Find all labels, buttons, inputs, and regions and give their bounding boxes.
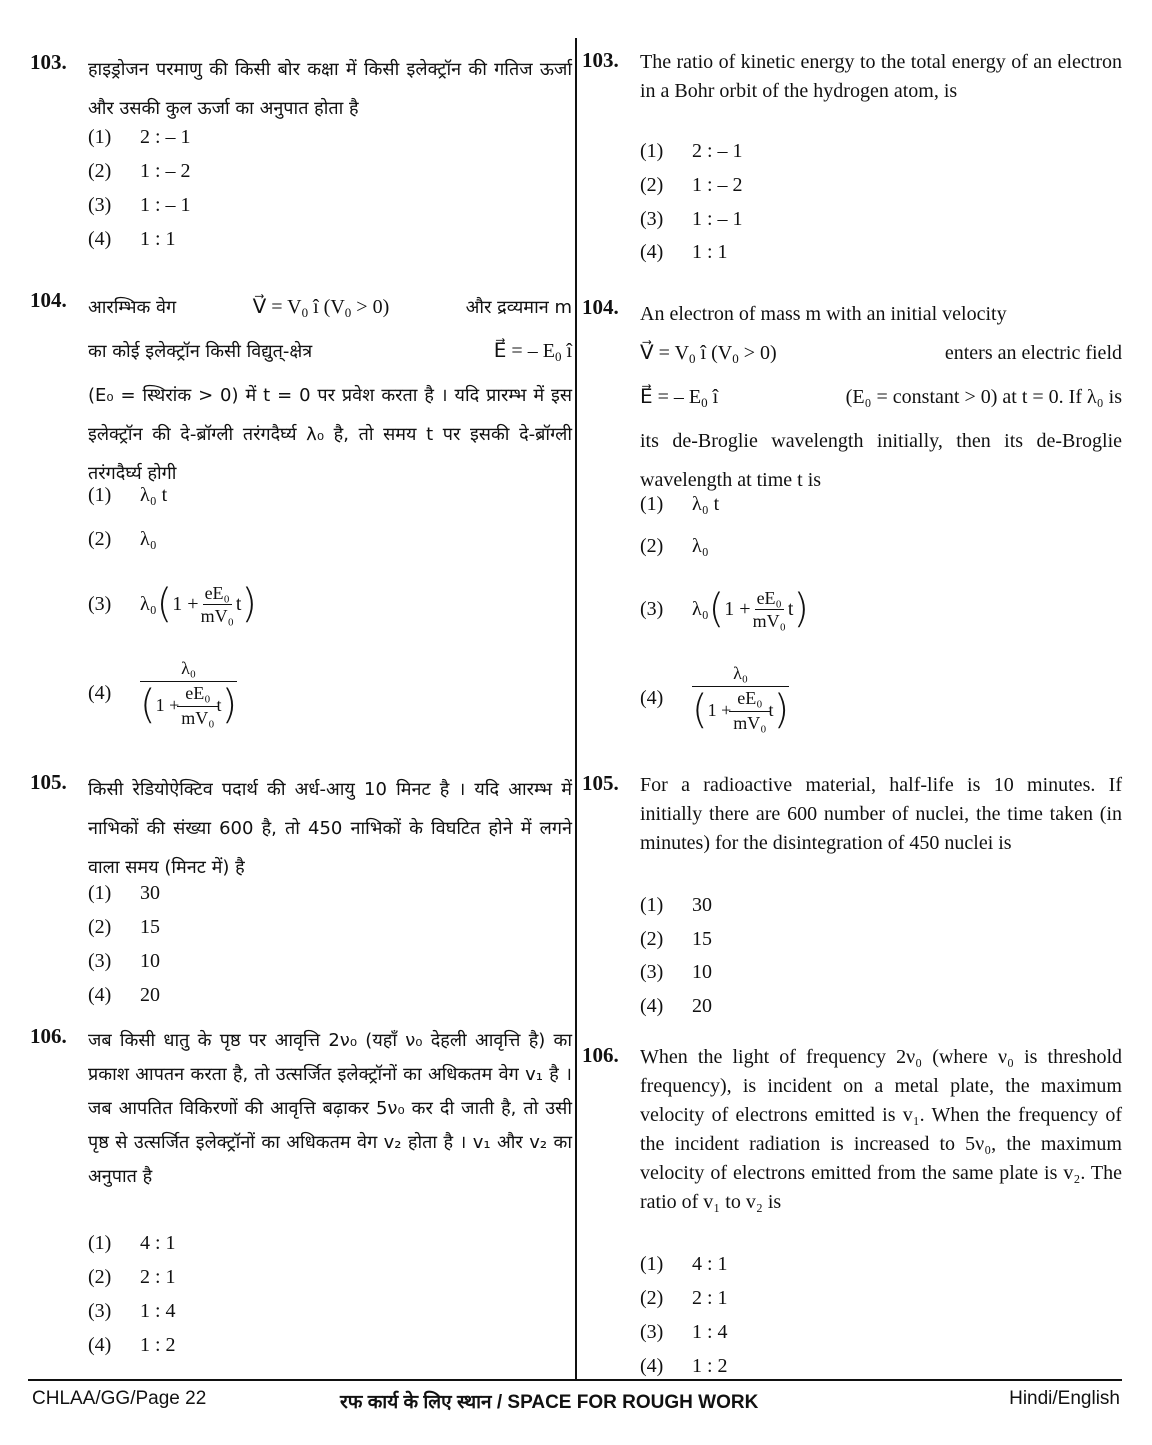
option-4: (4) 1 : 1: [640, 241, 728, 263]
option-1: (1) 30: [88, 882, 160, 904]
option-3: (3) 1 : – 1: [88, 194, 191, 216]
field-expression: E⃗ = – $E_0$ î: [493, 340, 572, 364]
question-number: 103.: [30, 50, 67, 74]
option-4: (4) λ₀ ( 1 + $\frac{\text{eE₀}}{\text{mV₀}}$ t ): [88, 657, 238, 728]
option-3: (3) 10: [88, 950, 160, 972]
option-1: (1) λ₀ t: [640, 493, 720, 515]
question-text: The ratio of kinetic energy to the total energy of an electron in a Bohr orbit of the hydrogen atom, is: [640, 51, 1122, 102]
option-3: (3) λ₀ ( 1 + $\frac{\text{eE₀}}{\text{mV₀}}$ t ): [88, 581, 258, 627]
rough-work-label: रफ कार्य के लिए स्थान / SPACE FOR ROUGH WORK: [340, 1392, 759, 1413]
question-number: 105.: [30, 770, 67, 794]
question-text: For a radioactive material, half-life is 10 minutes. If initially there are 600 number of nuclei, the time taken (in minutes) for the disintegration of 450 nuclei is: [640, 774, 1122, 854]
option-2: (2) 1 : – 2: [88, 160, 191, 182]
option-2: (2) λ₀: [88, 528, 157, 550]
question-number: 106.: [30, 1024, 67, 1048]
question-text: किसी रेडियोऐक्टिव पदार्थ की अर्ध-आयु 10 मिनट है । यदि आरम्भ में नाभिकों की संख्या 600 है, तो 450 नाभिकों के विघटित होने में लगने वाला समय (मिनट में) है: [88, 779, 572, 878]
question-text: An electron of mass m with an initial velocity V⃗ = $V_0$ î $(V_0 > 0)$ enters an electric field E⃗ = – $E_0$ î (E₀ = constant > 0) at t = 0. If λ₀ is its de-Broglie wavelength initially, then its de-Broglie wavelength at time t is: [640, 303, 1122, 491]
option-3: (3) λ₀ ( 1 + $\frac{\text{eE₀}}{\text{mV₀}}$ t ): [640, 586, 810, 632]
fraction: λ₀ ( 1 + $\frac{\text{eE₀}}{\text{mV₀}}$ t ): [692, 662, 790, 733]
option-2: (2) 2 : 1: [88, 1266, 176, 1288]
page-code: CHLAA/GG/Page 22: [32, 1388, 207, 1409]
option-4: (4) 1 : 2: [640, 1355, 728, 1377]
question-text: आरम्भिक वेग V⃗ = $V_0$ î $(V_0 > 0)$ और द्रव्यमान m का कोई इलेक्ट्रॉन किसी विद्युत्-क्षेत्र E⃗ = – $E_0$ î (E₀ = स्थिरांक > 0) में t = 0 पर प्रवेश करता है । यदि प्रारम्भ में इस इलेक्ट्रॉन की दे-ब्रॉग्ली तरंगदैर्घ्य λ₀ है, तो समय t पर इसकी दे-ब्रॉग्ली तरंगदैर्घ्य होगी: [88, 288, 572, 493]
option-3: (3) 1 : – 1: [640, 208, 743, 230]
option-4: (4) λ₀ ( 1 + $\frac{\text{eE₀}}{\text{mV₀}}$ t ): [640, 662, 790, 733]
question-number: 104.: [582, 295, 619, 319]
option-3: (3) 1 : 4: [88, 1300, 176, 1322]
language-label: Hindi/English: [1009, 1388, 1120, 1409]
question-text: हाइड्रोजन परमाणु की किसी बोर कक्षा में किसी इलेक्ट्रॉन की गतिज ऊर्जा और उसकी कुल ऊर्जा का अनुपात होता है: [88, 59, 572, 119]
question-text: जब किसी धातु के पृष्ठ पर आवृत्ति 2ν₀ (यहाँ ν₀ देहली आवृत्ति है) का प्रकाश आपतन करता है, तो उत्सर्जित इलेक्ट्रॉनों का अधिकतम वेग v₁ है । जब आपतित विकिरणों की आवृत्ति बढ़ाकर 5ν₀ कर दी जाती है, तो उसी पृष्ठ से उत्सर्जित इलेक्ट्रॉनों का अधिकतम वेग v₂ होता है । v₁ और v₂ का अनुपात है: [88, 1030, 572, 1187]
option-1: (1) 30: [640, 894, 712, 916]
velocity-expression: V⃗ = $V_0$ î $(V_0 > 0)$: [252, 296, 390, 320]
option-2: (2) 15: [640, 928, 712, 950]
question-text: When the light of frequency 2ν₀ (where ν₀ is threshold frequency), is incident on a metal plate, the maximum velocity of electrons emitted is v₁. When the frequency of the incident radiation is increased to 5ν₀, the maximum velocity of electrons emitted from the same plate is v₂. The ratio of v₁ to v₂ is: [640, 1046, 1122, 1213]
option-3: (3) 1 : 4: [640, 1321, 728, 1343]
option-4: (4) 1 : 1: [88, 228, 176, 250]
option-1: (1) 2 : – 1: [88, 126, 191, 148]
velocity-expression: V⃗ = $V_0$ î $(V_0 > 0)$: [640, 342, 777, 366]
option-1: (1) 2 : – 1: [640, 140, 743, 162]
question-number: 105.: [582, 771, 619, 795]
option-1: (1) λ₀ t: [88, 484, 168, 506]
option-2: (2) 1 : – 2: [640, 174, 743, 196]
column-divider: [575, 38, 577, 1380]
option-1: (1) 4 : 1: [640, 1253, 728, 1275]
question-number: 103.: [582, 48, 619, 72]
option-2: (2) 2 : 1: [640, 1287, 728, 1309]
question-number: 106.: [582, 1043, 619, 1067]
footer-rule: [28, 1379, 1122, 1381]
option-2: (2) 15: [88, 916, 160, 938]
option-4: (4) 20: [640, 995, 712, 1017]
option-3: (3) 10: [640, 961, 712, 983]
question-number: 104.: [30, 288, 67, 312]
option-4: (4) 20: [88, 984, 160, 1006]
fraction: $\frac{\text{eE₀}}{\text{mV₀}}$: [200, 582, 234, 626]
option-2: (2) λ₀: [640, 535, 709, 557]
fraction: $\frac{\text{eE₀}}{\text{mV₀}}$: [752, 587, 786, 631]
option-4: (4) 1 : 2: [88, 1334, 176, 1356]
option-1: (1) 4 : 1: [88, 1232, 176, 1254]
fraction: λ₀ ( 1 + $\frac{\text{eE₀}}{\text{mV₀}}$ t ): [140, 657, 238, 728]
field-expression: E⃗ = – $E_0$ î: [640, 386, 719, 410]
